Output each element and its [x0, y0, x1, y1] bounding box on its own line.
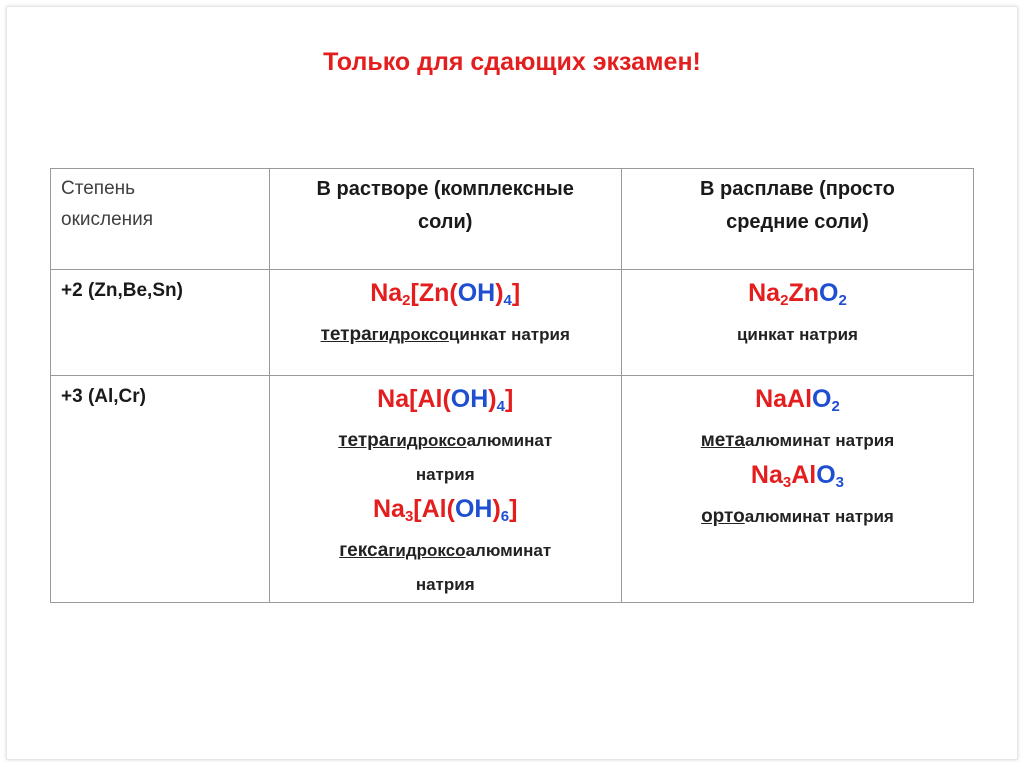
- header-solution-line1: В растворе (комплексные: [316, 178, 574, 200]
- header-melt-line2: средние соли): [726, 211, 869, 233]
- compound-name: ортоалюминат натрия: [701, 506, 894, 527]
- oxidation-state: +2 (Zn,Be,Sn): [61, 280, 183, 301]
- compound-name: тетрагидроксоцинкат натрия: [320, 324, 570, 345]
- header-oxidation-line1: Степень: [61, 178, 136, 199]
- header-row: [51, 169, 974, 270]
- solution-cell: [269, 270, 621, 376]
- compound-name: тетрагидроксоалюминат натрия: [338, 430, 553, 484]
- slide-title: Только для сдающих экзамен!: [323, 48, 701, 76]
- compounds-table: [50, 168, 974, 603]
- solution-cell: [269, 376, 621, 603]
- formula: $Na_2[Zn(OH)_4]$: [370, 279, 521, 309]
- compound-name: гексагидроксоалюминат натрия: [339, 540, 552, 594]
- oxidation-cell: [51, 376, 270, 603]
- header-oxidation-line2: окисления: [61, 209, 154, 230]
- formula: $Na_2ZnO_2$: [748, 279, 847, 309]
- header-melt: [621, 169, 973, 270]
- formula: $Na[Al(OH)_4]$: [377, 385, 514, 415]
- formula: $Na_3[Al(OH)_6]$: [372, 495, 518, 525]
- melt-cell: [621, 376, 973, 603]
- compound-name: цинкат натрия: [736, 325, 858, 344]
- oxidation-cell: [51, 270, 270, 376]
- header-solution-line2: соли): [417, 211, 473, 233]
- table-row: [51, 270, 974, 376]
- header-oxidation: [51, 169, 270, 270]
- compound-name: метаалюминат натрия: [700, 430, 895, 451]
- header-solution: [269, 169, 621, 270]
- formula: NaAlO$_2$: [755, 385, 840, 415]
- melt-cell: [621, 270, 973, 376]
- header-melt-line1: В расплаве (просто: [700, 178, 895, 200]
- oxidation-state: +3 (Al,Cr): [61, 386, 146, 407]
- formula: $Na_3AlO_3$: [750, 461, 845, 491]
- table-row: [51, 376, 974, 603]
